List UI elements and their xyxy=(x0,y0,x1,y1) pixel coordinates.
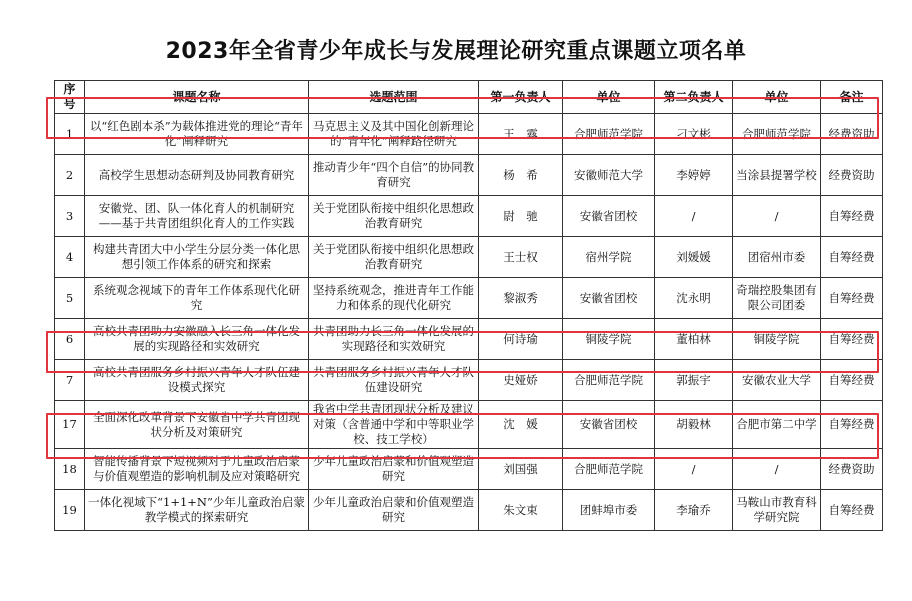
cell-second-leader: 郭振宇 xyxy=(655,360,733,401)
cell-index: 4 xyxy=(55,237,85,278)
cell-first-leader: 刘国强 xyxy=(479,449,563,490)
cell-index: 2 xyxy=(55,155,85,196)
cell-second-unit: 团宿州市委 xyxy=(733,237,821,278)
cell-topic-name: 以“红色剧本杀”为载体推进党的理论“青年化”阐释研究 xyxy=(85,114,309,155)
cell-topic-scope: 关于党团队衔接中组织化思想政治教育研究 xyxy=(309,196,479,237)
cell-second-unit: 合肥市第二中学 xyxy=(733,401,821,449)
cell-remark: 自筹经费 xyxy=(821,401,883,449)
cell-topic-name: 构建共青团大中小学生分层分类一体化思想引领工作体系的研究和探索 xyxy=(85,237,309,278)
cell-topic-scope: 推动青少年“四个自信”的协同教育研究 xyxy=(309,155,479,196)
cell-first-leader: 王士权 xyxy=(479,237,563,278)
header-index: 序号 xyxy=(55,81,85,114)
cell-index: 5 xyxy=(55,278,85,319)
cell-index: 3 xyxy=(55,196,85,237)
cell-second-leader: 刁文彬 xyxy=(655,114,733,155)
cell-first-unit: 安徽省团校 xyxy=(563,196,655,237)
cell-index: 1 xyxy=(55,114,85,155)
table-row xyxy=(55,319,883,360)
header-topic-name: 课题名称 xyxy=(85,81,309,114)
cell-first-unit: 团蚌埠市委 xyxy=(563,490,655,531)
cell-topic-name: 高校共青团助力安徽融入长三角一体化发展的实现路径和实效研究 xyxy=(85,319,309,360)
cell-topic-name: 智能传播背景下短视频对于儿童政治启蒙与价值观塑造的影响机制及应对策略研究 xyxy=(85,449,309,490)
cell-second-leader: 李婷婷 xyxy=(655,155,733,196)
cell-index: 7 xyxy=(55,360,85,401)
cell-first-leader: 沈 媛 xyxy=(479,401,563,449)
cell-topic-name: 全面深化改革背景下安徽省中学共青团现状分析及对策研究 xyxy=(85,401,309,449)
cell-first-unit: 安徽省团校 xyxy=(563,278,655,319)
cell-topic-scope: 少年儿童政治启蒙和价值观塑造研究 xyxy=(309,449,479,490)
cell-index: 17 xyxy=(55,401,85,449)
cell-topic-scope: 我省中学共青团现状分析及建议对策（含普通中学和中等职业学校、技工学校） xyxy=(309,401,479,449)
cell-second-unit: / xyxy=(733,449,821,490)
cell-second-unit: 当涂县提署学校 xyxy=(733,155,821,196)
cell-first-unit: 合肥师范学院 xyxy=(563,449,655,490)
cell-first-leader: 史娅娇 xyxy=(479,360,563,401)
cell-remark: 自筹经费 xyxy=(821,278,883,319)
cell-remark: 经费资助 xyxy=(821,155,883,196)
table-row xyxy=(55,490,883,531)
cell-topic-scope: 共青团服务乡村振兴青年人才队伍建设研究 xyxy=(309,360,479,401)
cell-remark: 自筹经费 xyxy=(821,237,883,278)
cell-index: 19 xyxy=(55,490,85,531)
cell-second-leader: / xyxy=(655,196,733,237)
cell-second-unit: 奇瑞控股集团有限公司团委 xyxy=(733,278,821,319)
cell-index: 6 xyxy=(55,319,85,360)
cell-first-leader: 王 露 xyxy=(479,114,563,155)
cell-first-leader: 杨 希 xyxy=(479,155,563,196)
cell-first-leader: 何诗瑜 xyxy=(479,319,563,360)
cell-first-unit: 安徽省团校 xyxy=(563,401,655,449)
cell-second-unit: 合肥师范学院 xyxy=(733,114,821,155)
table-row xyxy=(55,360,883,401)
header-remark: 备注 xyxy=(821,81,883,114)
cell-remark: 自筹经费 xyxy=(821,360,883,401)
cell-topic-name: 高校共青团服务乡村振兴青年人才队伍建设模式探究 xyxy=(85,360,309,401)
cell-second-leader: 沈永明 xyxy=(655,278,733,319)
header-first-unit: 单位 xyxy=(563,81,655,114)
cell-topic-name: 系统观念视域下的青年工作体系现代化研究 xyxy=(85,278,309,319)
cell-index: 18 xyxy=(55,449,85,490)
header-first-leader: 第一负责人 xyxy=(479,81,563,114)
cell-first-leader: 朱文束 xyxy=(479,490,563,531)
cell-remark: 自筹经费 xyxy=(821,319,883,360)
cell-remark: 自筹经费 xyxy=(821,196,883,237)
cell-remark: 自筹经费 xyxy=(821,490,883,531)
cell-first-unit: 合肥师范学院 xyxy=(563,114,655,155)
cell-topic-name: 安徽党、团、队一体化育人的机制研究——基于共青团组织化育人的工作实践 xyxy=(85,196,309,237)
cell-topic-scope: 关于党团队衔接中组织化思想政治教育研究 xyxy=(309,237,479,278)
cell-second-unit: 铜陵学院 xyxy=(733,319,821,360)
cell-topic-name: 一体化视域下“1+1+N”少年儿童政治启蒙教学模式的探索研究 xyxy=(85,490,309,531)
cell-second-leader: 刘媛媛 xyxy=(655,237,733,278)
header-topic-scope: 选题范围 xyxy=(309,81,479,114)
table-row xyxy=(55,114,883,155)
project-list-table xyxy=(54,80,883,531)
table-row xyxy=(55,449,883,490)
table-row xyxy=(55,237,883,278)
page-title: 2023年全省青少年成长与发展理论研究重点课题立项名单 xyxy=(165,39,747,64)
cell-second-unit: 马鞍山市教育科学研究院 xyxy=(733,490,821,531)
cell-second-leader: 李瑜乔 xyxy=(655,490,733,531)
header-second-unit: 单位 xyxy=(733,81,821,114)
cell-topic-scope: 少年儿童政治启蒙和价值观塑造研究 xyxy=(309,490,479,531)
cell-remark: 经费资助 xyxy=(821,114,883,155)
table-row xyxy=(55,278,883,319)
table-row xyxy=(55,196,883,237)
header-second-leader: 第二负责人 xyxy=(655,81,733,114)
cell-second-leader: 董柏林 xyxy=(655,319,733,360)
table-row xyxy=(55,401,883,449)
cell-first-unit: 安徽师范大学 xyxy=(563,155,655,196)
cell-topic-scope: 共青团助力长三角一体化发展的实现路径和实效研究 xyxy=(309,319,479,360)
cell-first-leader: 尉 驰 xyxy=(479,196,563,237)
cell-topic-scope: 马克思主义及其中国化创新理论的“青年化”阐释路径研究 xyxy=(309,114,479,155)
cell-second-unit: 安徽农业大学 xyxy=(733,360,821,401)
table-header-row xyxy=(55,81,883,114)
cell-first-unit: 宿州学院 xyxy=(563,237,655,278)
table-row xyxy=(55,155,883,196)
cell-topic-name: 高校学生思想动态研判及协同教育研究 xyxy=(85,155,309,196)
cell-topic-scope: 坚持系统观念，推进青年工作能力和体系的现代化研究 xyxy=(309,278,479,319)
cell-first-unit: 合肥师范学院 xyxy=(563,360,655,401)
cell-first-leader: 黎淑秀 xyxy=(479,278,563,319)
cell-remark: 经费资助 xyxy=(821,449,883,490)
cell-second-leader: / xyxy=(655,449,733,490)
cell-second-leader: 胡毅林 xyxy=(655,401,733,449)
cell-second-unit: / xyxy=(733,196,821,237)
cell-first-unit: 铜陵学院 xyxy=(563,319,655,360)
